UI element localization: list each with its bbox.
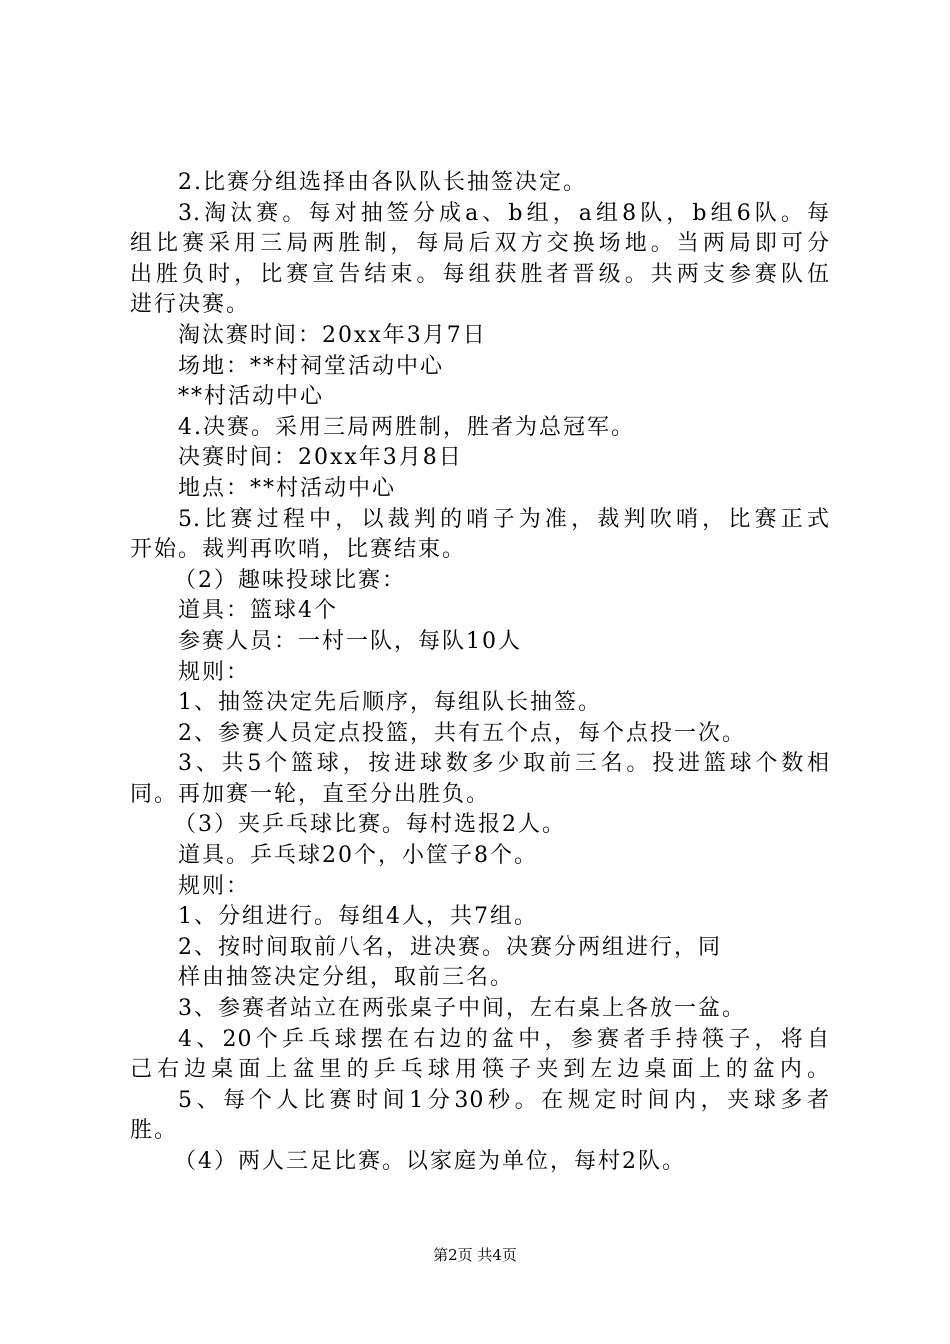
text-line: 规则：: [178, 873, 251, 899]
text-line: 3.淘汰赛。每对抽签分成a、b组，a组8队，b组6队。每: [178, 200, 830, 226]
text-line: 1、抽签决定先后顺序，每组队长抽签。: [178, 690, 602, 716]
text-line: 2、参赛人员定点投篮，共有五个点，每个点投一次。: [178, 720, 746, 746]
document-body: [130, 168, 830, 1178]
text-line: 地点：**村活动中心: [178, 475, 397, 501]
text-line: 3、共5个篮球，按进球数多少取前三名。投进篮球个数相: [178, 751, 830, 777]
text-line: 5.比赛过程中，以裁判的哨子为准，裁判吹哨，比赛正式: [178, 506, 830, 532]
page-number-footer: 第2页 共4页: [433, 1246, 517, 1264]
text-line: 4、20个乒乓球摆在右边的盆中，参赛者手持筷子，将自: [178, 1026, 830, 1052]
text-line: **村活动中心: [178, 384, 325, 410]
text-line: 2、按时间取前八名，进决赛。决赛分两组进行，同: [178, 934, 722, 960]
text-line: 2.比赛分组选择由各队队长抽签决定。: [178, 170, 587, 195]
text-line: 道具：篮球4个: [178, 598, 338, 624]
text-line: 规则：: [178, 659, 251, 685]
text-line: （2）趣味投球比赛：: [174, 567, 406, 593]
text-line: 决赛时间：20xx年3月8日: [178, 445, 463, 471]
text-line: 组比赛采用三局两胜制，每局后双方交换场地。当两局即可分: [130, 231, 830, 257]
text-line: 场地：**村祠堂活动中心: [178, 353, 445, 379]
text-line: 5、每个人比赛时间1分30秒。在规定时间内，夹球多者: [178, 1087, 830, 1113]
text-line: 3、参赛者站立在两张桌子中间，左右桌上各放一盆。: [178, 996, 746, 1022]
text-line: 样由抽签决定分组，取前三名。: [178, 965, 515, 991]
text-line: 己右边桌面上盆里的乒乓球用筷子夹到左边桌面上的盆内。: [130, 1057, 830, 1083]
text-line: 道具。乒乓球20个，小筐子8个。: [178, 843, 538, 869]
text-line: 开始。裁判再吹哨，比赛结束。: [130, 537, 467, 563]
text-line: 出胜负时，比赛宣告结束。每组获胜者晋级。共两支参赛队伍: [130, 261, 830, 287]
text-line: 1、分组进行。每组4人，共7组。: [178, 904, 538, 930]
text-line: （3）夹乒乓球比赛。每村选报2人。: [174, 812, 566, 838]
text-line: 同。再加赛一轮，直至分出胜负。: [130, 781, 491, 807]
text-line: 胜。: [130, 1118, 179, 1144]
text-line: 4.决赛。采用三局两胜制，胜者为总冠军。: [178, 414, 635, 440]
text-line: （4）两人三足比赛。以家庭为单位，每村2队。: [174, 1149, 686, 1174]
text-line: 淘汰赛时间：20xx年3月7日: [178, 322, 487, 348]
text-line: 进行决赛。: [130, 292, 251, 318]
text-line: 参赛人员：一村一队，每队10人: [178, 628, 522, 654]
